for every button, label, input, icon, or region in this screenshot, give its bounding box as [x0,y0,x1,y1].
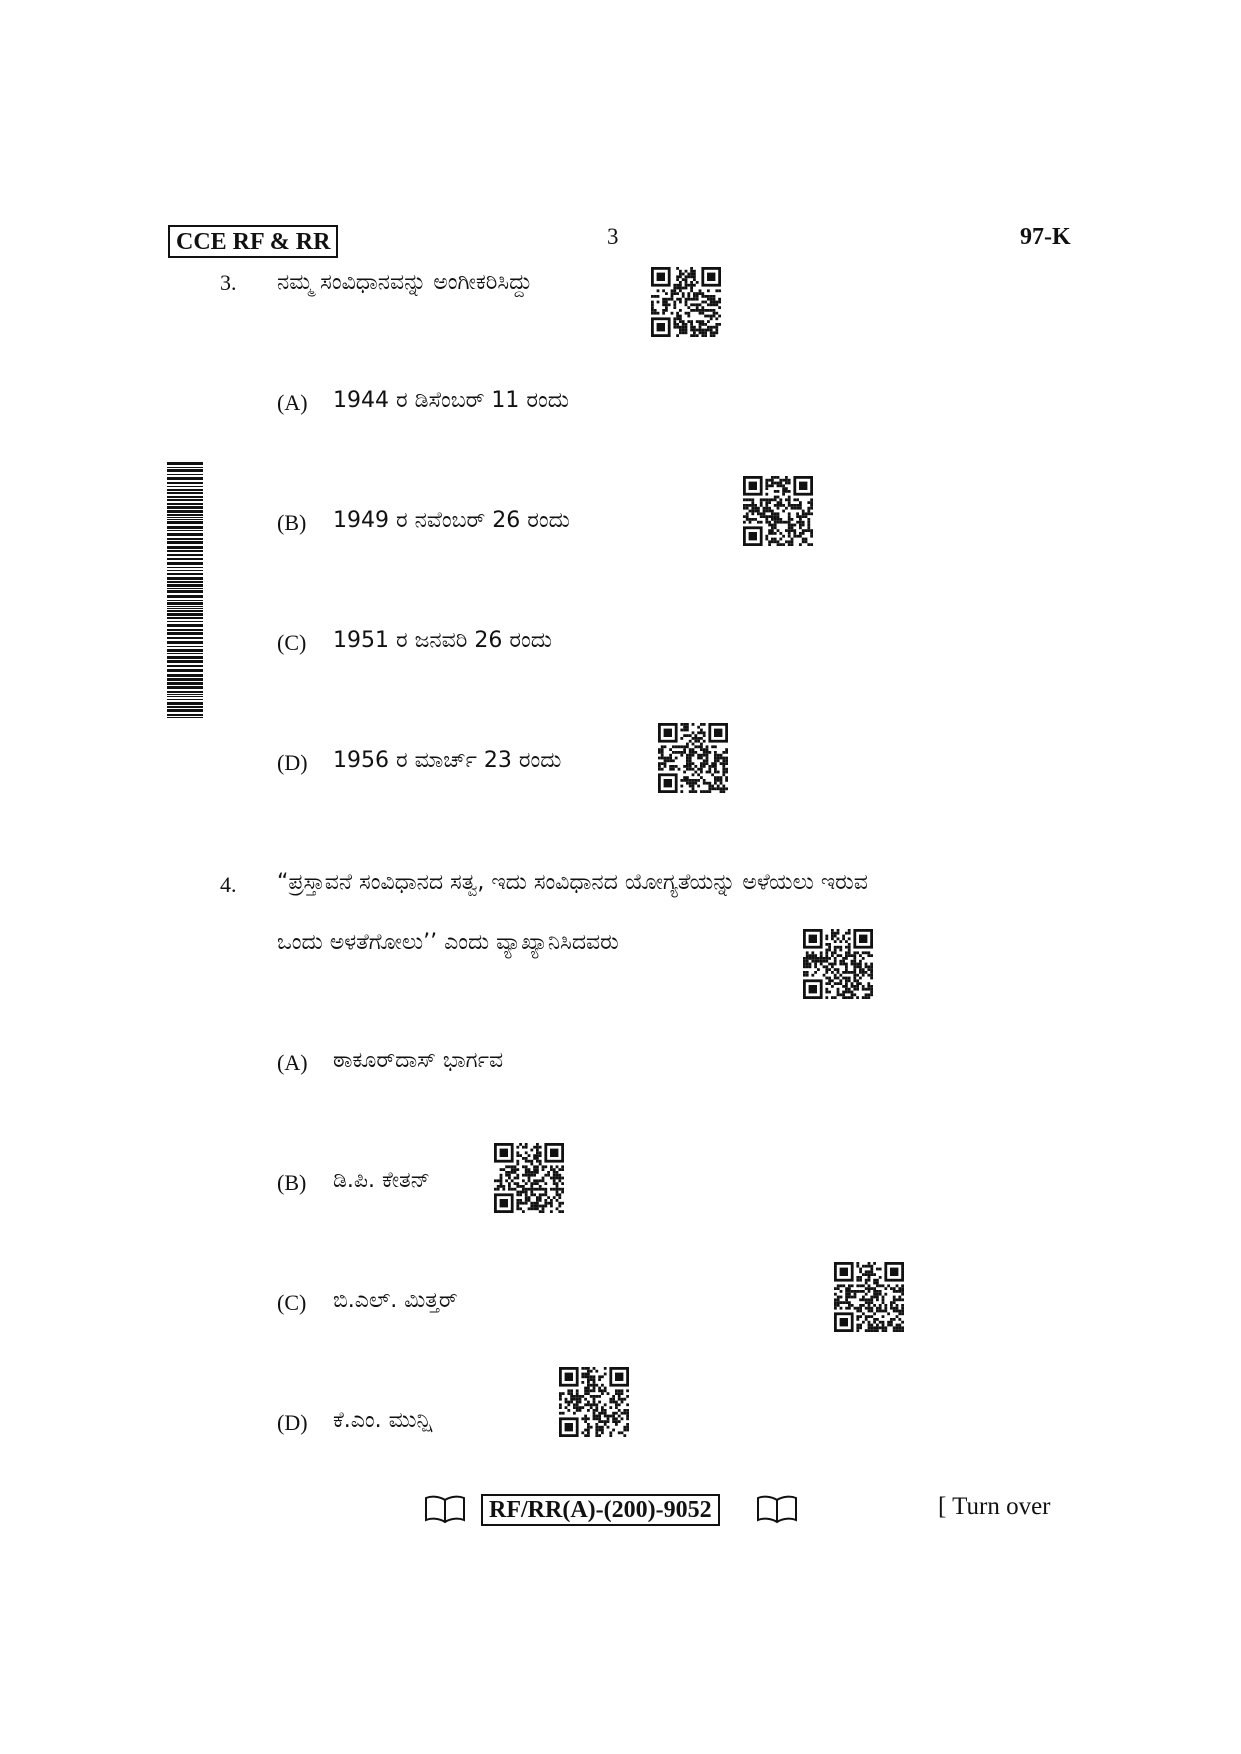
qr-code-icon [834,1262,904,1332]
q4-option-d-text: ಕೆ.ಎಂ. ಮುನ್ಷಿ [333,1408,433,1433]
question-4-text-line2: ಒಂದು ಅಳತೆಗೋಲು’’ ಎಂದು ವ್ಯಾಖ್ಯಾನಿಸಿದವರು [277,930,619,955]
q3-option-a-text: 1944 ರ ಡಿಸೆಂಬರ್ 11 ರಂದು [333,388,570,413]
qr-code-icon [559,1367,629,1437]
qr-code-icon [803,929,873,999]
page-number: 3 [607,224,619,249]
q4-option-d-label: (D) [277,1410,308,1435]
qr-code-icon [494,1143,564,1213]
q3-option-d-label: (D) [277,750,308,775]
q3-option-a-label: (A) [277,390,308,415]
q4-option-a-label: (A) [277,1050,308,1075]
book-icon [756,1494,798,1524]
q4-option-b-label: (B) [277,1170,307,1195]
q4-option-c-text: ಬಿ.ಎಲ್. ಮಿತ್ತರ್ [333,1288,458,1313]
q4-option-a-text: ಠಾಕೂರ್‌ದಾಸ್ ಭಾರ್ಗವ [333,1048,504,1073]
question-3-number: 3. [220,270,237,295]
q3-option-d-text: 1956 ರ ಮಾರ್ಚ್ 23 ರಂದು [333,748,562,773]
turn-over-text: [ Turn over [938,1493,1051,1520]
book-icon [424,1494,466,1524]
q4-option-b-text: ಡಿ.ಪಿ. ಕೇತನ್ [333,1168,431,1193]
q3-option-c-label: (C) [277,630,307,655]
q3-option-b-text: 1949 ರ ನವೆಂಬರ್ 26 ರಂದು [333,508,570,533]
barcode-icon [167,462,203,718]
question-3-text: ನಮ್ಮ ಸಂವಿಧಾನವನ್ನು ಅಂಗೀಕರಿಸಿದ್ದು [277,270,533,295]
qr-code-icon [651,267,721,337]
q4-option-c-label: (C) [277,1290,307,1315]
qr-code-icon [743,476,813,546]
series-label: CCE RF & RR [168,225,338,258]
question-4-text-line1: “ಪ್ರಸ್ತಾವನೆ ಸಂವಿಧಾನದ ಸತ್ವ, ಇದು ಸಂವಿಧಾನದ ಯೋಗ್ಯತೆಯನ್ನು ಅಳೆಯಲು ಇರುವ [277,870,868,895]
paper-code: 97-K [1020,224,1071,250]
qr-code-icon [658,723,728,793]
q3-option-c-text: 1951 ರ ಜನವರಿ 26 ರಂದು [333,628,552,653]
q3-option-b-label: (B) [277,510,307,535]
footer-code: RF/RR(A)-(200)-9052 [481,1494,720,1526]
question-4-number: 4. [220,872,237,897]
